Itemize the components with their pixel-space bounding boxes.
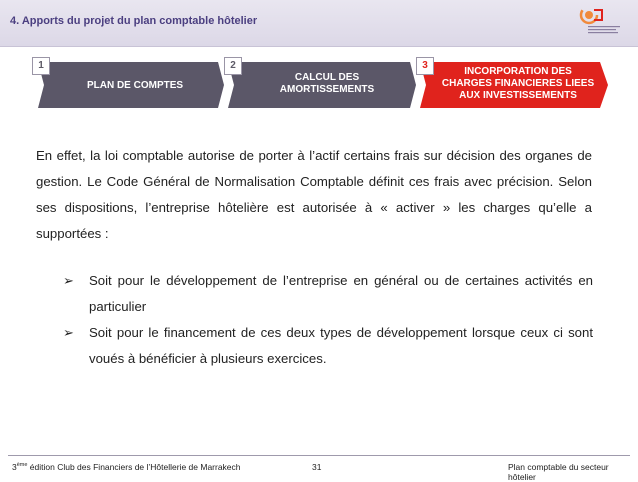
body-paragraph: En effet, la loi comptable autorise de porter à l’actif certains frais sur décision des organes de gestion. Le Code Général de Normalisation Comptable définit ces frais avec précision. Selon ses dispositions, l’entreprise hôtelière est autorisée à « activer » les charges qu’elle a supportées : bbox=[36, 148, 592, 241]
list-item bbox=[63, 268, 593, 320]
header-band bbox=[0, 0, 638, 47]
footer-edition bbox=[12, 462, 241, 472]
footer-right-text: Plan comptable du secteur hôtelier bbox=[508, 462, 609, 482]
footer-edition-sup: ème bbox=[16, 462, 28, 469]
bullet-text: Soit pour le développement de l’entreprise en général ou de certaines activités en particulier bbox=[89, 273, 593, 314]
club-logo bbox=[568, 4, 628, 44]
step-2-number: 2 bbox=[224, 57, 242, 75]
step-3-number: 3 bbox=[416, 57, 434, 75]
step-3-label-line-1: INCORPORATION DES bbox=[464, 66, 572, 77]
footer-edition-number: 3 bbox=[12, 462, 17, 472]
step-3-label bbox=[428, 66, 608, 102]
bullet-text: Soit pour le financement de ces deux types de développement lorsque ceux ci sont voués à bénéficier à plusieurs exercices. bbox=[89, 325, 593, 366]
step-3 bbox=[414, 60, 610, 110]
bullet-list bbox=[63, 268, 593, 372]
arrow-bullet-icon: ➢ bbox=[63, 273, 74, 288]
arrow-bullet-icon: ➢ bbox=[63, 325, 74, 340]
footer-divider bbox=[8, 455, 630, 456]
step-1-label: PLAN DE COMPTES bbox=[86, 80, 184, 91]
step-2 bbox=[222, 60, 418, 110]
step-3-label-line-2: CHARGES FINANCIERES LIEES bbox=[441, 78, 595, 89]
footer-edition-text: édition Club des Financiers de l’Hôtellerie de Marrakech bbox=[27, 462, 241, 472]
step-3-label-line-3: AUX INVESTISSEMENTS bbox=[459, 90, 577, 101]
step-1 bbox=[30, 60, 226, 110]
step-2-label bbox=[242, 72, 412, 96]
step-2-label-line-1: CALCUL DES bbox=[294, 72, 360, 83]
page-number: 31 bbox=[312, 462, 322, 472]
step-1-number: 1 bbox=[32, 57, 50, 75]
list-item bbox=[63, 320, 593, 372]
step-2-label-line-2: AMORTISSEMENTS bbox=[279, 84, 375, 95]
slide-title: 4. Apports du projet du plan comptable hôtelier bbox=[10, 15, 258, 27]
